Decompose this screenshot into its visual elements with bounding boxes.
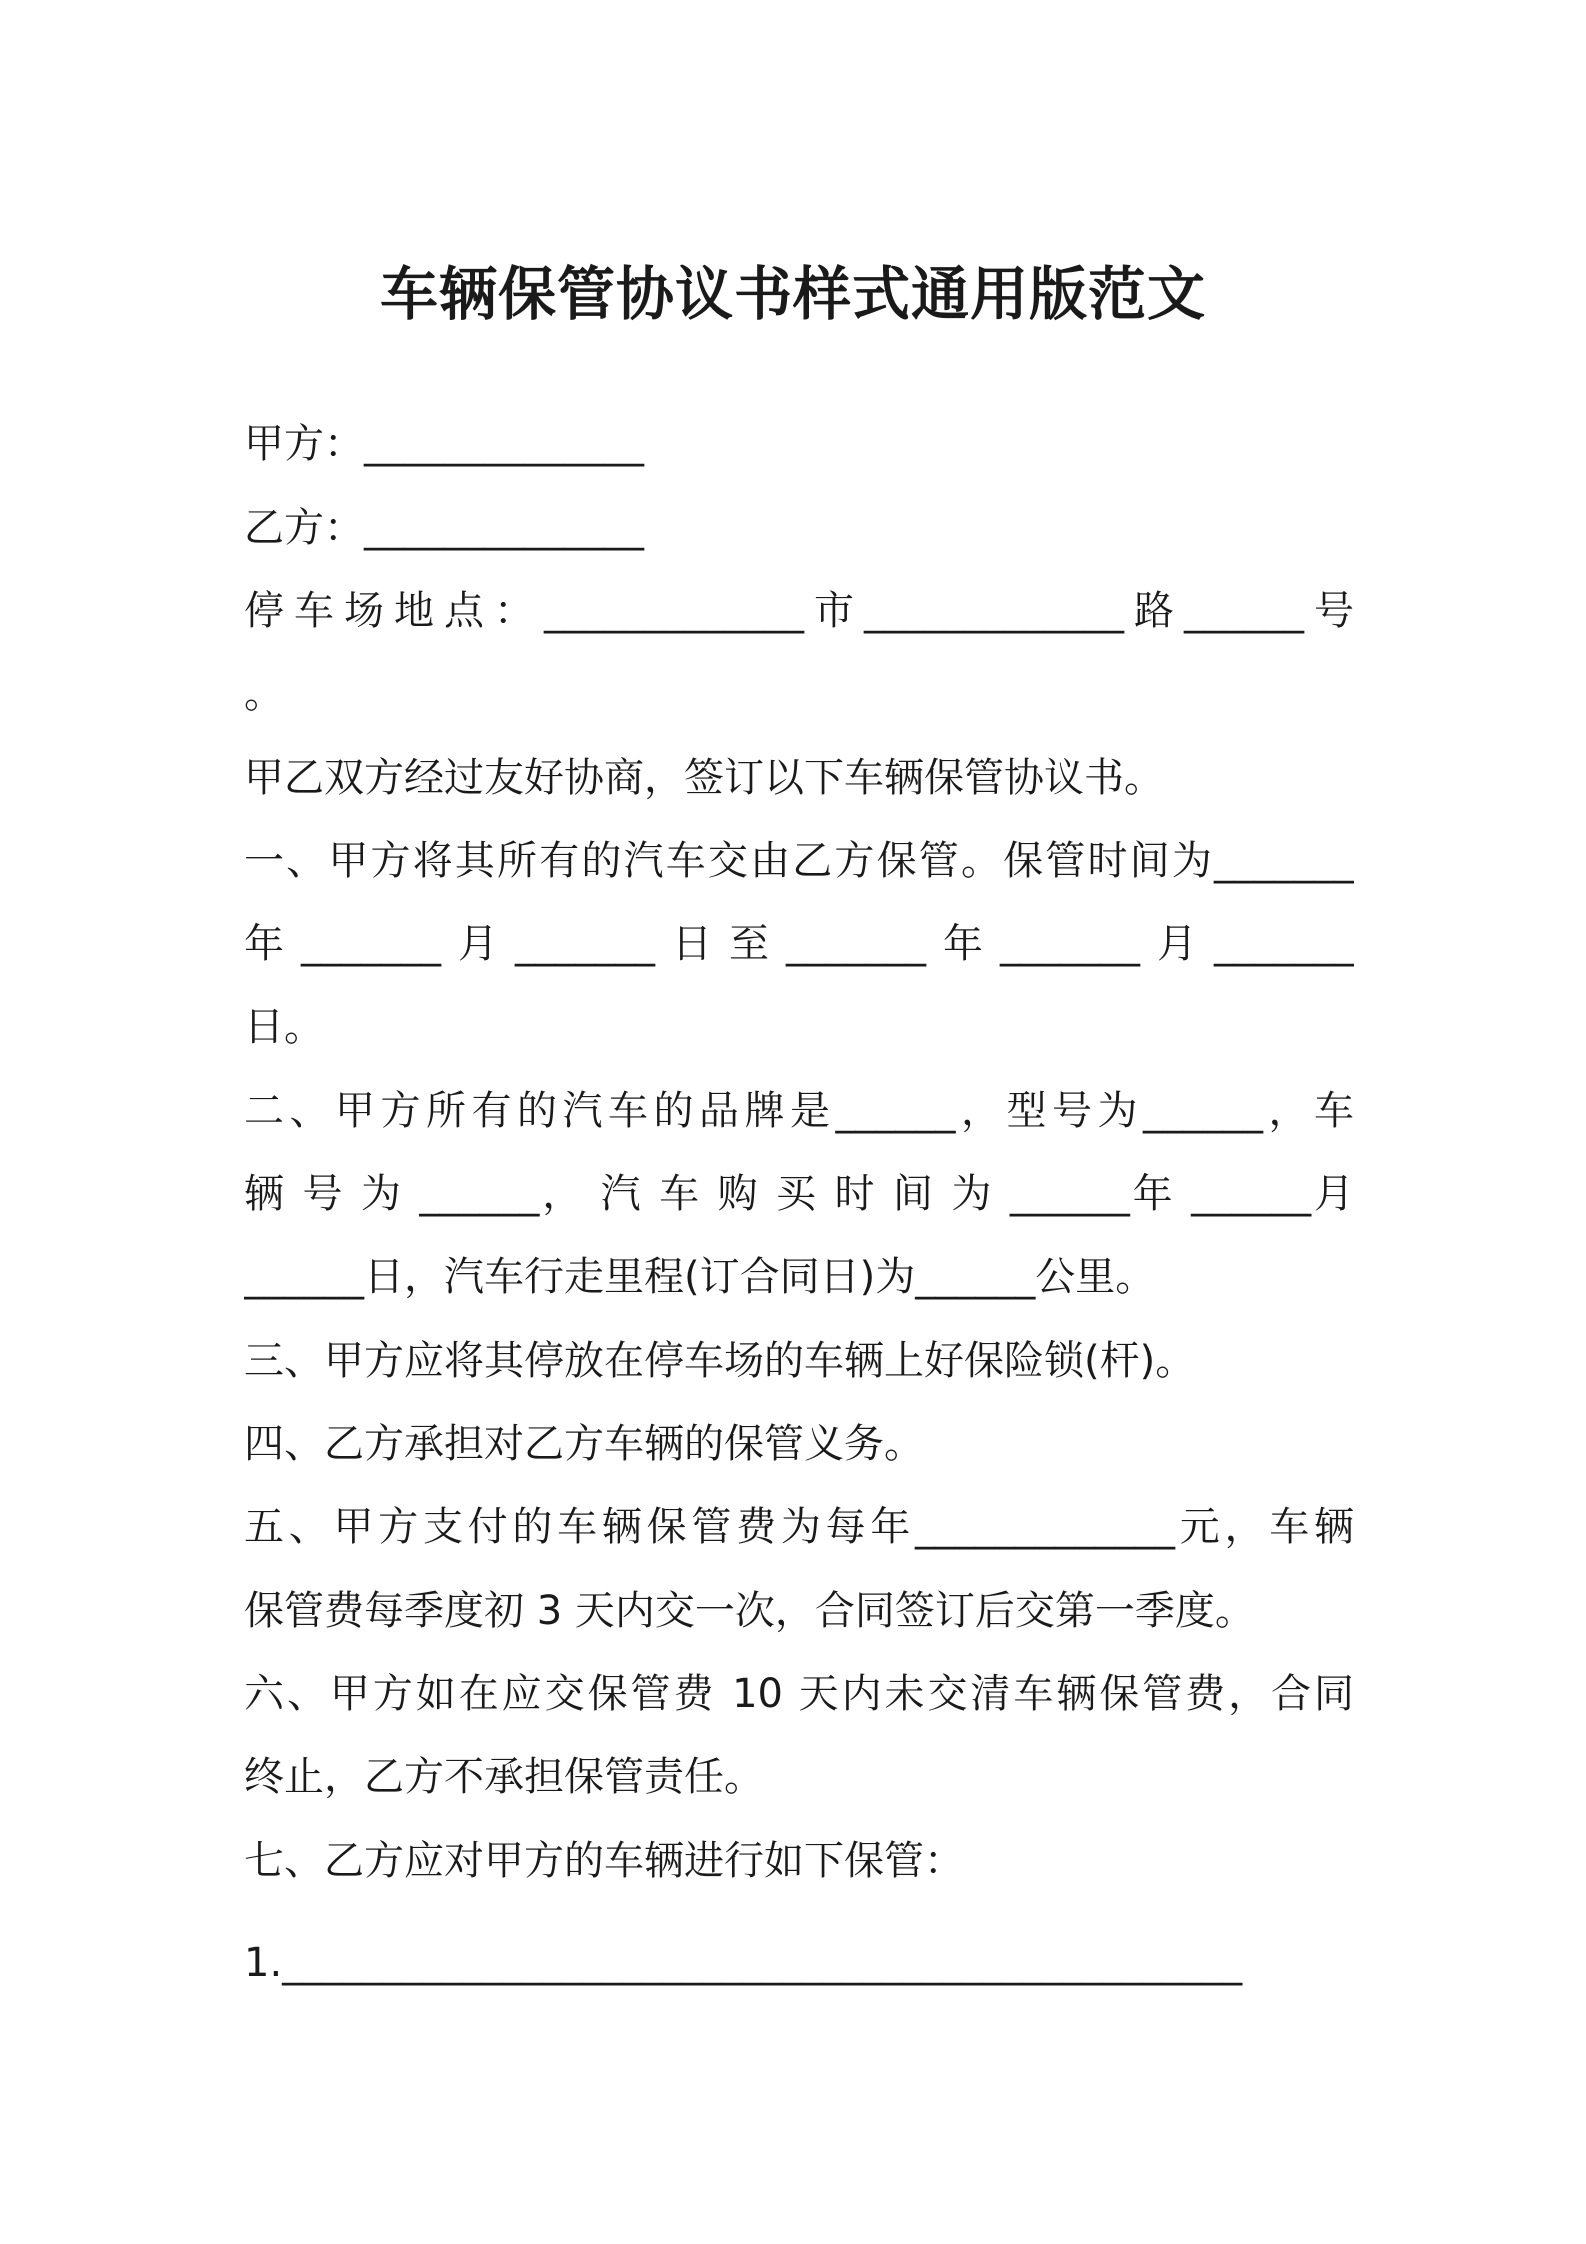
clause-2-line-3: ______日，汽车行走里程(订合同日)为______公里。 bbox=[244, 1254, 1156, 1300]
clause-5-line-1: 五、甲方支付的车辆保管费为每年_____________元，车辆 bbox=[244, 1504, 1354, 1550]
clause-6-line-1: 六、甲方如在应交保管费 10 天内未交清车辆保管费，合同 bbox=[244, 1671, 1354, 1717]
parking-location-line: 停车场地点：_____________市_____________路______号 bbox=[244, 588, 1354, 634]
clause-5-line-2: 保管费每季度初 3 天内交一次，合同签订后交第一季度。 bbox=[244, 1588, 1255, 1634]
document-title: 车辆保管协议书样式通用版范文 bbox=[379, 260, 1206, 328]
clause-6-line-2: 终止，乙方不承担保管责任。 bbox=[244, 1754, 764, 1800]
clause-2-line-2: 辆 号 为 ______， 汽 车 购 买 时 间 为 ______年 ______月 bbox=[244, 1171, 1354, 1217]
agreement-intro: 甲乙双方经过友好协商，签订以下车辆保管协议书。 bbox=[244, 755, 1164, 801]
clause-4: 四、乙方承担对乙方车辆的保管义务。 bbox=[244, 1421, 924, 1467]
clause-2-line-1: 二、甲方所有的汽车的品牌是______，型号为______，车 bbox=[244, 1088, 1354, 1134]
clause-1-line-3: 日。 bbox=[244, 1004, 324, 1050]
clause-1-line-2: 年_______月_______日至_______年_______月_______ bbox=[244, 921, 1354, 967]
party-a-line: 甲方：______________ bbox=[244, 421, 644, 467]
party-b-line: 乙方：______________ bbox=[244, 505, 644, 551]
clause-1-line-1: 一、甲方将其所有的汽车交由乙方保管。保管时间为_______ bbox=[244, 838, 1354, 884]
clause-7: 七、乙方应对甲方的车辆进行如下保管： bbox=[244, 1838, 964, 1884]
clause-7-item-1: 1.________________________________________________ bbox=[244, 1940, 1243, 1986]
parking-location-line-end: 。 bbox=[244, 671, 284, 717]
clause-3: 三、甲方应将其停放在停车场的车辆上好保险锁(杆)。 bbox=[244, 1338, 1196, 1384]
